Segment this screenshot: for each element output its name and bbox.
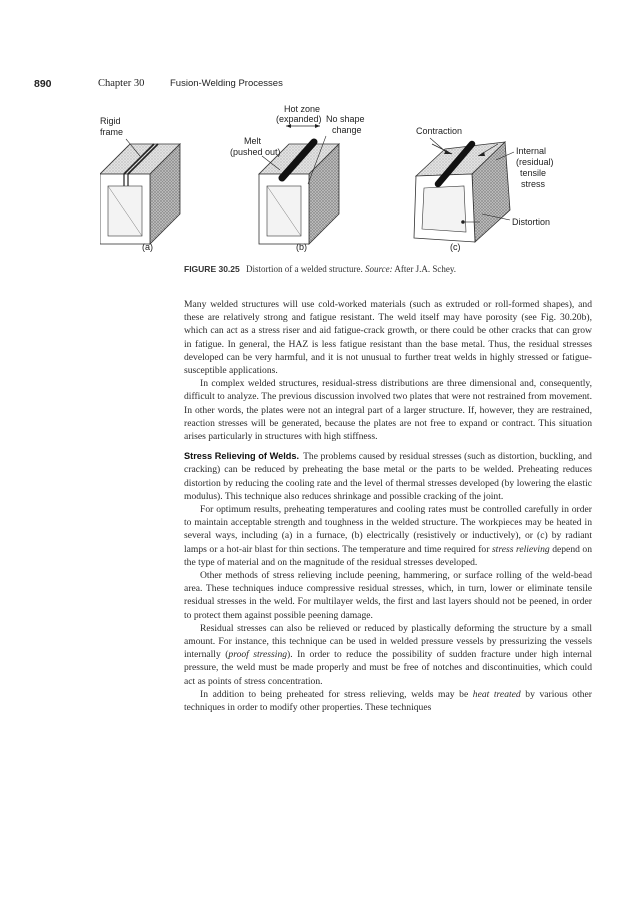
paragraph-5: Other methods of stress relieving include peening, hammering, or surface rolling of the weld-bead area. These techniques induce compressive residual stresses, which, in turn, lower or eliminate tensile residual stresses in the weld. For multilayer welds, the first and last layers should not be peened, in order to protect them against possible peening damage. — [184, 570, 592, 621]
label-panel-a: (a) — [142, 242, 153, 252]
paragraph-4-emphasis: stress relieving — [491, 543, 550, 555]
label-no-shape-1: No shape — [326, 114, 365, 124]
label-rigid-frame-2: frame — [100, 127, 124, 137]
paragraph-2: In complex welded structures, residual-stress distributions are three dimensional and, consequently, difficult to analyze. The previous discussion involved two plates that were not restrained from movement. In other words, the plates were not an integral part of a larger structure. If, however, they are restrained, reaction stresses will be generated, because the plates are not free to expand or contract. This situation arises particularly in structures with high stiffness. — [184, 378, 592, 443]
paragraph-6-emphasis: proof stressing — [228, 649, 288, 661]
panel-c-drawing — [414, 138, 514, 242]
paragraph-6 — [184, 622, 592, 688]
paragraph-4-text-a: For optimum results, preheating temperatures and cooling rates must be controlled carefully in order to maintain acceptable strength and toughness in the welded structure. The workpieces may be heated in several ways, including (a) in a furnace, (b) electrically (resistively or inductively), or (c) by radiant lamps or a hot-air blast for thin sections. The temperature and time required for — [184, 504, 592, 555]
paragraph-1: Many welded structures will use cold-worked materials (such as extruded or roll-formed shapes), and these are relatively strong and fatigue resistant. The weld itself may have porosity (see Fig. 30.20b), which can act as a stress riser and aid fatigue-crack growth, or there could be other cracks that can grow in fatigue. In general, the HAZ is less fatigue resistant than the base metal. Thus, the residual stresses developed can be very harmful, and it is not unusual to further treat welds in highly stressed or fatigue-susceptible applications. — [184, 299, 592, 377]
paragraph-7-text-b: by various other techniques in order to modify other properties. These techniques — [184, 688, 592, 714]
paragraph-4 — [184, 503, 592, 569]
body-text — [184, 298, 592, 714]
figure-caption — [184, 264, 584, 274]
label-internal-1: Internal — [516, 146, 547, 156]
paragraph-4-text-b: depend on the type of material and on the magnitude of the residual stresses developed. — [184, 543, 593, 568]
label-melt-2: (pushed out) — [230, 147, 281, 157]
chapter-title: Fusion-Welding Processes — [170, 78, 283, 89]
label-panel-b: (b) — [296, 242, 307, 252]
figure-30-25 — [100, 104, 600, 254]
paragraph-7 — [184, 688, 592, 714]
page-number: 890 — [34, 78, 52, 90]
panel-a-drawing — [100, 139, 180, 244]
panel-b-drawing — [259, 124, 339, 244]
figure-caption-text: Distortion of a welded structure. — [246, 264, 363, 274]
paragraph-7-emphasis: heat treated — [472, 688, 521, 700]
figure-caption-source-label: Source: — [364, 264, 393, 274]
label-panel-c: (c) — [450, 242, 461, 252]
section-heading: Stress Relieving of Welds. — [184, 451, 300, 462]
paragraph-6-text-a: Residual stresses can also be relieved or reduced by plastically deforming the structure by a small amount. For instance, this technique can be used in welded pressure vessels by pressurizing the vessels internally ( — [184, 622, 592, 661]
paragraph-stress-relieving — [184, 450, 592, 503]
paragraph-6-text-b: ). In order to reduce the possibility of sudden fracture under high internal pressure, the weld must be made properly and must be free of notches and discontinuities, which could act as points of stress concentration. — [184, 649, 593, 687]
label-internal-2: (residual) — [516, 157, 554, 167]
label-rigid-frame-1: Rigid — [100, 116, 121, 126]
figure-caption-source: After J.A. Schey. — [394, 264, 457, 274]
running-header — [34, 78, 594, 94]
label-internal-4: stress — [521, 179, 546, 189]
paragraph-3-text: The problems caused by residual stresses (such as distortion, buckling, and cracking) can be reduced by preheating the base metal or the parts to be welded. Preheating reduces distortion by reducing the cooling rate and the level of thermal stresses developed (by lowering the elastic modulus). This technique also reduces shrinkage and possible cracking of the joint. — [184, 451, 592, 502]
figure-illustration — [100, 104, 600, 254]
chapter-label: Chapter 30 — [98, 78, 145, 89]
figure-caption-label: FIGURE 30.25 — [184, 264, 240, 274]
label-hot-zone-2: (expanded) — [276, 114, 322, 124]
label-no-shape-2: change — [332, 125, 362, 135]
label-hot-zone-1: Hot zone — [284, 104, 321, 114]
label-internal-3: tensile — [520, 168, 547, 178]
paragraph-7-text-a: In addition to being preheated for stress relieving, welds may be — [200, 688, 469, 700]
label-contraction: Contraction — [416, 126, 463, 136]
label-melt-1: Melt — [244, 136, 262, 146]
label-distortion: Distortion — [512, 217, 551, 227]
